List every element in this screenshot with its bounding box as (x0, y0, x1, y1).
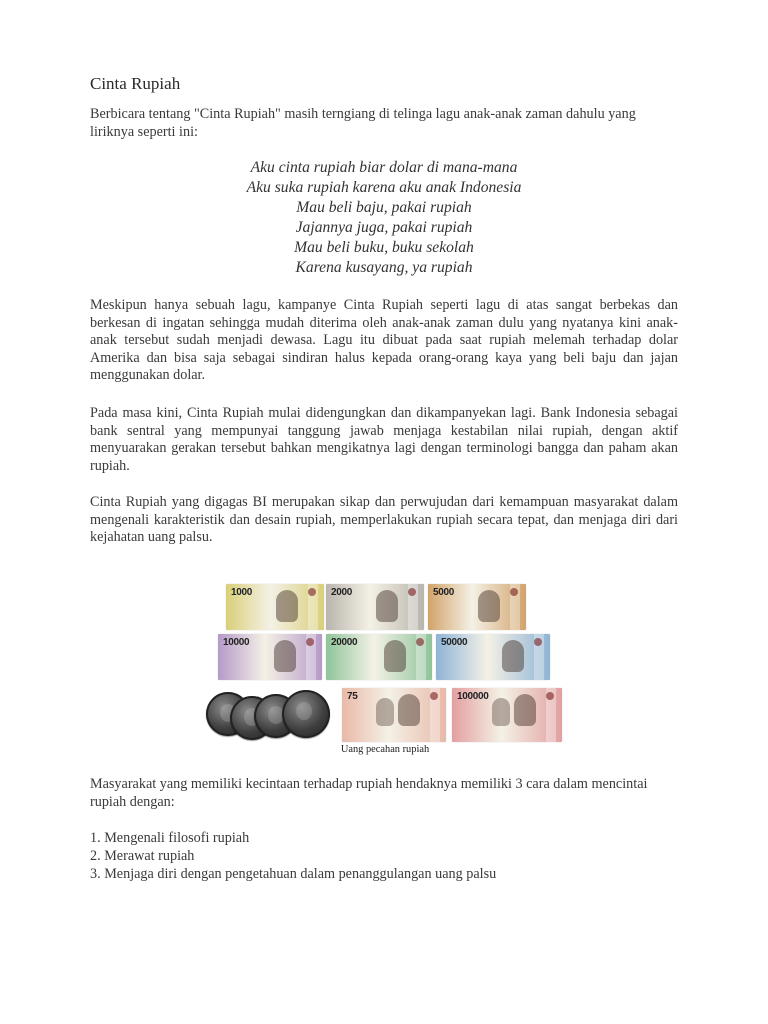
lyric-line: Mau beli buku, buku sekolah (294, 239, 474, 256)
seal-mark (416, 638, 424, 646)
list-item: 2. Merawat rupiah (90, 848, 195, 864)
lyric-line: Aku suka rupiah karena aku anak Indonesia (246, 179, 522, 196)
seal-mark (510, 588, 518, 596)
banknote-image (218, 634, 322, 680)
ways-list (90, 829, 496, 883)
lyric-line: Aku cinta rupiah biar dolar di mana-mana (250, 159, 518, 176)
banknote-denomination: 2000 (331, 587, 353, 598)
seal-mark (408, 588, 416, 596)
banknote-image (342, 688, 446, 742)
banknote-denomination: 20000 (331, 637, 358, 648)
seal-mark (430, 692, 438, 700)
seal-mark (308, 588, 316, 596)
banknote-image (428, 584, 526, 630)
paragraph-song-history: Meskipun hanya sebuah lagu, kampanye Cinta Rupiah seperti lagu di atas sangat berbekas dan berkesan di ingatan sehingga mudah diterima oleh anak-anak zaman dulu yang nyatanya kini anak-anak tersebut sudah menjadi dewasa. Lagu itu dibuat pada saat rupiah melemah terhadap dolar Amerika dan bisa saja sebagai sindiran halus kepada orang-orang kaya yang beli baju dan jajan menggunakan dolar. (90, 297, 678, 384)
article-title: Cinta Rupiah (90, 74, 181, 93)
list-item: 3. Menjaga diri dengan pengetahuan dalam penanggulangan uang palsu (90, 866, 497, 882)
banknote-denomination: 100000 (457, 691, 489, 702)
banknote-denomination: 75 (347, 691, 358, 702)
banknote-image (436, 634, 550, 680)
banknote-denomination: 5000 (433, 587, 455, 598)
portrait-shape (276, 590, 298, 622)
banknote-denomination: 10000 (223, 637, 250, 648)
banknote-image (226, 584, 324, 630)
intro-paragraph: Berbicara tentang "Cinta Rupiah" masih terngiang di telinga lagu anak-anak zaman dahulu yang liriknya seperti ini: (90, 106, 636, 140)
coin-image (282, 690, 330, 738)
seal-mark (534, 638, 542, 646)
coin-group (206, 686, 341, 742)
portrait-shape (398, 694, 420, 726)
seal-mark (546, 692, 554, 700)
lyric-line: Jajannya juga, pakai rupiah (295, 219, 473, 236)
portrait-shape (274, 640, 296, 672)
figure-caption: Uang pecahan rupiah (340, 744, 430, 755)
lyric-line: Karena kusayang, ya rupiah (295, 259, 473, 276)
paragraph-three-ways: Masyarakat yang memiliki kecintaan terhadap rupiah hendaknya memiliki 3 cara dalam mencintai rupiah dengan: (90, 776, 648, 810)
portrait-shape (376, 698, 394, 726)
banknote-image (326, 584, 424, 630)
banknote-denomination: 1000 (231, 587, 253, 598)
portrait-shape (384, 640, 406, 672)
banknote-image (326, 634, 432, 680)
rupiah-figure (206, 580, 564, 760)
portrait-shape (514, 694, 536, 726)
list-item: 1. Mengenali filosofi rupiah (90, 830, 250, 846)
lyric-line: Mau beli baju, pakai rupiah (296, 199, 472, 216)
paragraph-bi-initiative: Cinta Rupiah yang digagas BI merupakan sikap dan perwujudan dari kemampuan masyarakat dalam mengenali karakteristik dan desain rupiah, memperlakukan rupiah secara tepat, dan menjaga diri dari kejahatan uang palsu. (90, 494, 678, 546)
song-lyrics (90, 158, 678, 278)
paragraph-bank-indonesia: Pada masa kini, Cinta Rupiah mulai didengungkan dan dikampanyekan lagi. Bank Indonesia sebagai bank sentral yang mempunyai tanggung jawab menjaga kestabilan nilai rupiah, dengan aktif menyuarakan gerakan tersebut bahkan mengikatnya lagi dengan terminologi bangga dan paham akan rupiah. (90, 405, 678, 474)
portrait-shape (478, 590, 500, 622)
portrait-shape (376, 590, 398, 622)
portrait-shape (492, 698, 510, 726)
portrait-shape (502, 640, 524, 672)
banknote-denomination: 50000 (441, 637, 468, 648)
banknote-image (452, 688, 562, 742)
seal-mark (306, 638, 314, 646)
